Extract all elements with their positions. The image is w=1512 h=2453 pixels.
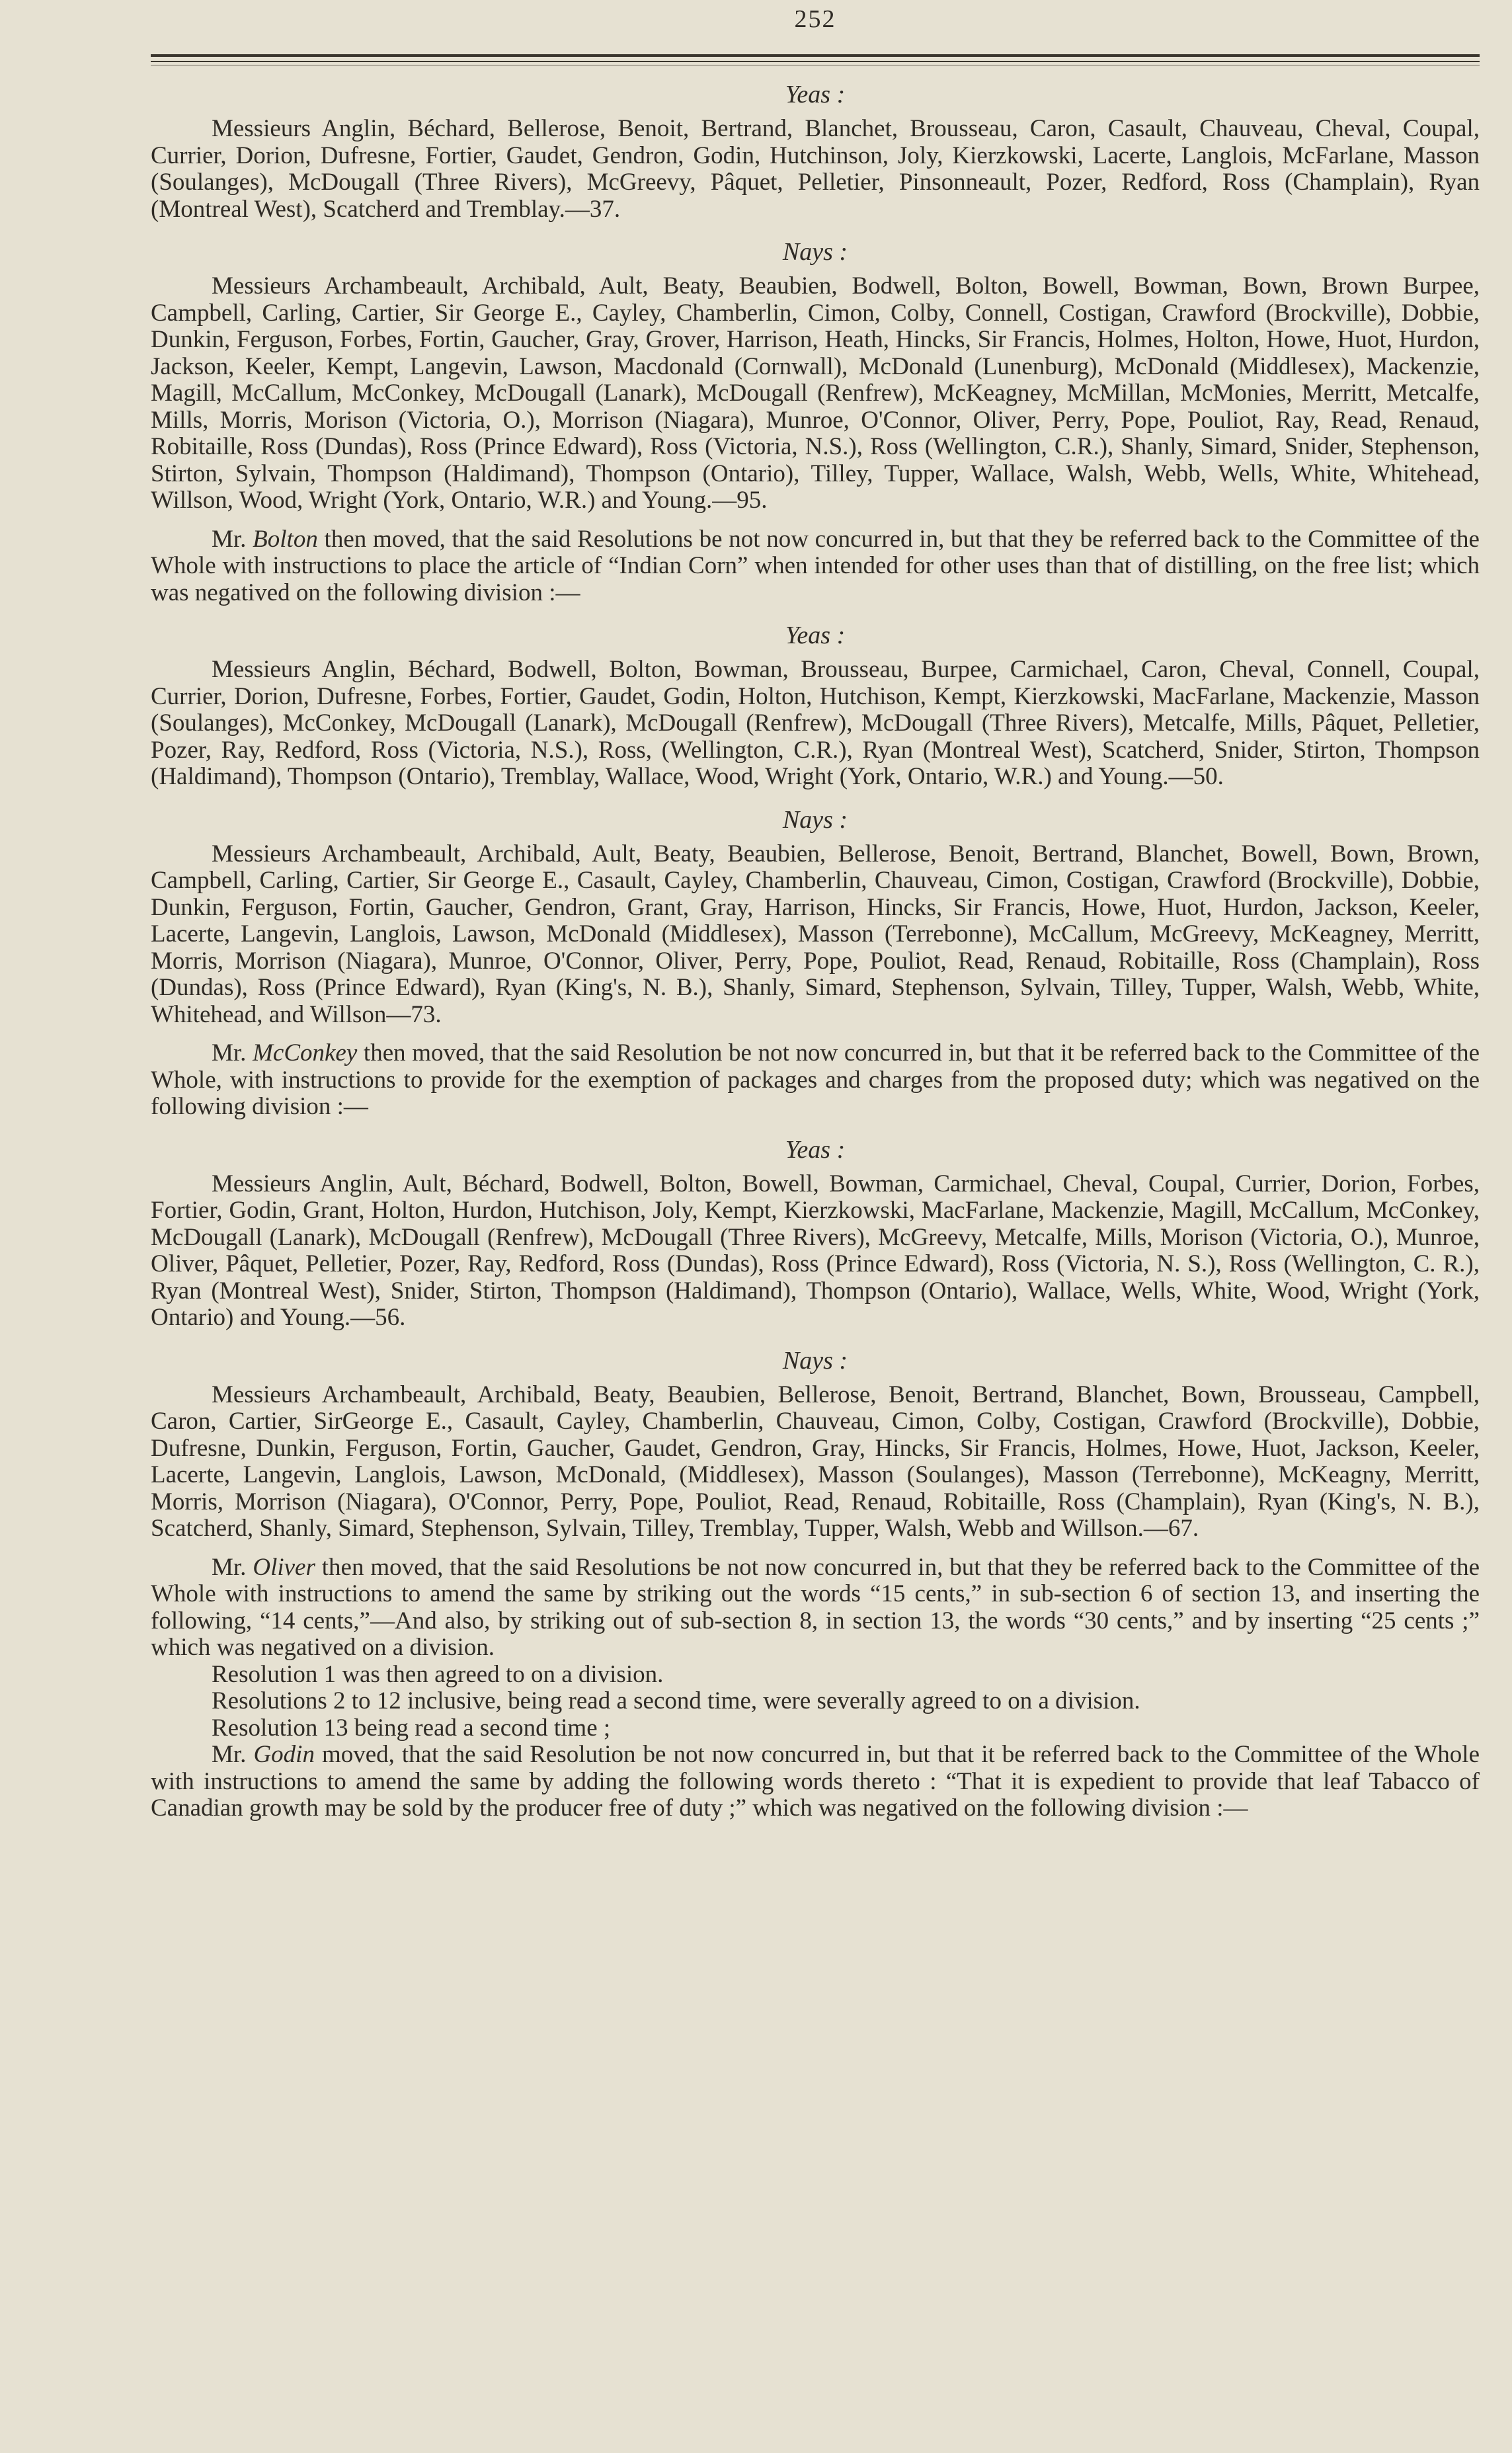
motion-prefix: Mr. <box>212 1553 253 1581</box>
division-list-nays: Messieurs Archambeault, Archibald, Ault, Beaty, Beaubien, Bellerose, Benoit, Bertrand, Blanchet, Bowell, Bown, Brown, Campbell, Carling, Cartier, Sir George E., Casault, Cayley, Chamberlin, Chauveau, Cimon, Costigan, Crawford (Brockville), Dobbie, Dunkin, Ferguson, Fortin, Gaucher, Gendron, Grant, Gray, Harrison, Hincks, Sir Francis, Howe, Huot, Hurdon, Jackson, Keeler, Lacerte, Langevin, Langlois, Lawson, McDonald (Middlesex), Masson (Terrebonne), McCallum, McGreevy, McKeagney, Merritt, Morris, Morrison (Niagara), Munroe, O'Connor, Oliver, Perry, Pope, Pouliot, Read, Renaud, Robitaille, Ross (Champlain), Ross (Dundas), Ross (Prince Edward), Ryan (King's, N. B.), Shanly, Simard, Stephenson, Sylvain, Tilley, Tupper, Walsh, Webb, White, Whitehead, and Willson—73. <box>151 840 1480 1028</box>
motion-paragraph <box>151 526 1480 607</box>
division-list-yeas: Messieurs Anglin, Béchard, Bodwell, Bolton, Bowman, Brousseau, Burpee, Carmichael, Caron, Cheval, Connell, Coupal, Currier, Dorion, Dufresne, Forbes, Fortier, Gaudet, Godin, Holton, Hutchison, Kempt, Kierzkowski, MacFarlane, Mackenzie, Masson (Soulanges), McConkey, McDougall (Lanark), McDougall (Renfrew), McDougall (Three Rivers), Metcalfe, Mills, Pâquet, Pelletier, Pozer, Ray, Redford, Ross (Victoria, N.S.), Ross, (Wellington, C.R.), Ryan (Montreal West), Scatcherd, Snider, Stirton, Thompson (Haldimand), Thompson (Ontario), Tremblay, Wallace, Wood, Wright (York, Ontario, W.R.) and Young.—50. <box>151 656 1480 790</box>
division-heading-nays: Nays : <box>782 1346 848 1375</box>
motion-text: moved, that the said Resolution be not now concurred in, but that it be referred back to the Committee of the Whole with instructions to amend the same by adding the following words thereto : “That it is expedient to provide that leaf Tabacco of Canadian growth may be sold by the producer free of duty ;” which was negatived on the following division :— <box>151 1741 1480 1822</box>
resolution-paragraph: Resolutions 2 to 12 inclusive, being read a second time, were severally agreed to on a division. <box>212 1687 1140 1714</box>
mover-name: Oliver <box>253 1553 315 1581</box>
motion-text: then moved, that the said Resolutions be not now concurred in, but that they be referred back to the Committee of the Whole with instructions to amend the same by striking out the words “15 cents,” in sub-section 6 of section 13, and inserting the following, “14 cents,”—And also, by striking out of sub-section 8, in section 13, the words “30 cents,” and by inserting “25 cents ;” which was negatived on a division. <box>151 1553 1480 1661</box>
motion-paragraph <box>151 1742 1480 1822</box>
resolution-paragraph: Resolution 13 being read a second time ; <box>212 1714 611 1742</box>
motion-text: then moved, that the said Resolutions be not now concurred in, but that they be referred back to the Committee of the Whole with instructions to place the article of “Indian Corn” when intended for other uses than that of distilling, on the free list; which was negatived on the following division :— <box>151 525 1480 606</box>
motion-prefix: Mr. <box>212 1741 254 1768</box>
motion-paragraph <box>151 1040 1480 1121</box>
division-list-yeas: Messieurs Anglin, Ault, Béchard, Bodwell, Bolton, Bowell, Bowman, Carmichael, Cheval, Coupal, Currier, Dorion, Forbes, Fortier, Godin, Grant, Holton, Hurdon, Hutchison, Joly, Kempt, Kierzkowski, MacFarlane, Mackenzie, Magill, McCallum, McConkey, McDougall (Lanark), McDougall (Renfrew), McDougall (Three Rivers), McGreevy, Metcalfe, Mills, Morison (Victoria, O.), Munroe, Oliver, Pâquet, Pelletier, Pozer, Ray, Redford, Ross (Dundas), Ross (Prince Edward), Ross (Victoria, N. S.), Ross (Wellington, C. R.), Ryan (Montreal West), Snider, Stirton, Thompson (Haldimand), Thompson (Ontario), Wallace, Wells, White, Wood, Wright (York, Ontario) and Young.—56. <box>151 1170 1480 1331</box>
division-list-yeas: Messieurs Anglin, Béchard, Bellerose, Benoit, Bertrand, Blanchet, Brousseau, Caron, Casault, Chauveau, Cheval, Coupal, Currier, Dorion, Dufresne, Fortier, Gaudet, Gendron, Godin, Hutchinson, Joly, Kierzkowski, Lacerte, Langlois, McFarlane, Masson (Soulanges), McDougall (Three Rivers), McGreevy, Pâquet, Pelletier, Pinsonneault, Pozer, Redford, Ross (Champlain), Ryan (Montreal West), Scatcherd and Tremblay.—37. <box>151 115 1480 223</box>
division-heading-nays: Nays : <box>782 805 848 834</box>
rule-thick <box>151 54 1480 57</box>
mover-name: Bolton <box>253 525 318 553</box>
mover-name: McConkey <box>253 1039 358 1066</box>
division-list-nays: Messieurs Archambeault, Archibald, Beaty, Beaubien, Bellerose, Benoit, Bertrand, Blanchet, Bown, Brousseau, Campbell, Caron, Cartier, SirGeorge E., Casault, Cayley, Chamberlin, Chauveau, Cimon, Colby, Costigan, Crawford (Brockville), Dobbie, Dufresne, Dunkin, Ferguson, Fortin, Gaucher, Gaudet, Gendron, Gray, Hincks, Sir Francis, Holmes, Howe, Huot, Jackson, Keeler, Lacerte, Langevin, Langlois, Lawson, McDonald, (Middlesex), Masson (Soulanges), Masson (Terrebonne), McKeagny, Merritt, Morris, Morrison (Niagara), O'Connor, Perry, Pope, Pouliot, Read, Renaud, Robitaille, Ross (Champlain), Ryan (King's, N. B.), Scatcherd, Shanly, Simard, Stephenson, Sylvain, Tilley, Tremblay, Tupper, Walsh, Webb and Willson.—67. <box>151 1381 1480 1542</box>
resolution-paragraph: Resolution 1 was then agreed to on a division. <box>212 1660 664 1688</box>
mover-name: Godin <box>253 1741 315 1768</box>
motion-prefix: Mr. <box>212 525 253 553</box>
division-heading-yeas: Yeas : <box>785 622 846 649</box>
motion-paragraph <box>151 1554 1480 1662</box>
division-heading-yeas: Yeas : <box>785 81 846 108</box>
page-number: 252 <box>794 5 836 33</box>
division-heading-nays: Nays : <box>782 238 848 266</box>
division-list-nays: Messieurs Archambeault, Archibald, Ault, Beaty, Beaubien, Bodwell, Bolton, Bowell, Bowman, Bown, Brown Burpee, Campbell, Carling, Cartier, Sir George E., Cayley, Chamberlin, Cimon, Colby, Connell, Costigan, Crawford (Brockville), Dobbie, Dunkin, Ferguson, Forbes, Fortin, Gaucher, Gray, Grover, Harrison, Heath, Hincks, Sir Francis, Holmes, Holton, Howe, Huot, Hurdon, Jackson, Keeler, Kempt, Langevin, Lawson, Macdonald (Cornwall), McDonald (Lunenburg), McDonald (Middlesex), Mackenzie, Magill, McCallum, McConkey, McDougall (Lanark), McDougall (Renfrew), McKeagney, McMillan, McMonies, Merritt, Metcalfe, Mills, Morris, Morison (Victoria, O.), Morrison (Niagara), Munroe, O'Connor, Oliver, Perry, Pope, Pouliot, Ray, Read, Renaud, Robitaille, Ross (Dundas), Ross (Prince Edward), Ross (Victoria, N.S.), Ross (Wellington, C.R.), Shanly, Simard, Snider, Stephenson, Stirton, Sylvain, Thompson (Haldimand), Thompson (Ontario), Tilley, Tupper, Wallace, Walsh, Webb, Wells, White, Whitehead, Willson, Wood, Wright (York, Ontario, W.R.) and Young.—95. <box>151 272 1480 514</box>
journal-page <box>151 0 1480 2453</box>
rule-thin <box>151 61 1480 62</box>
motion-prefix: Mr. <box>212 1039 253 1066</box>
header-rule <box>151 54 1480 65</box>
division-heading-yeas: Yeas : <box>785 1135 846 1164</box>
motion-text: then moved, that the said Resolution be not now concurred in, but that it be referred back to the Committee of the Whole, with instructions to provide for the exemption of packages and charges from the proposed duty; which was negatived on the following division :— <box>151 1039 1480 1120</box>
